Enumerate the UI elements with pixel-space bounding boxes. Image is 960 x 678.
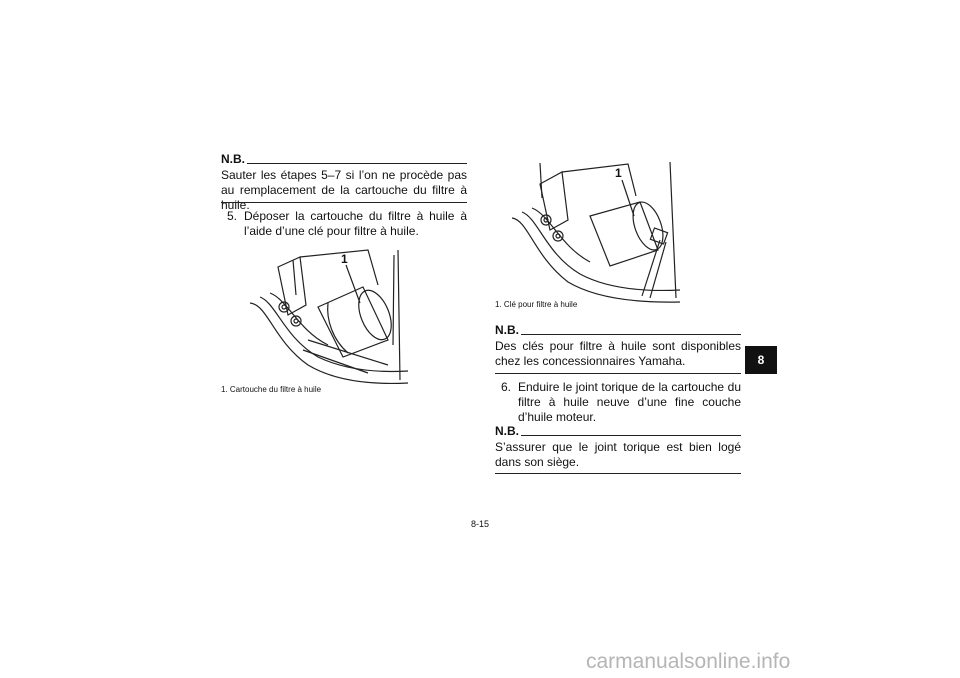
step-number: 5. [227, 209, 238, 223]
step-text: Déposer la cartouche du filtre à huile à l’aide d’une clé pour filtre à huile. [244, 209, 467, 238]
divider [495, 473, 741, 474]
divider [521, 435, 741, 436]
note-label: N.B. [495, 323, 519, 337]
watermark: carmanualsonline.info [586, 650, 791, 673]
step-5 [227, 209, 467, 239]
note-text: S’assurer que le joint torique est bien logé dans son siège. [495, 440, 741, 469]
divider [247, 163, 467, 164]
step-number: 6. [501, 380, 512, 394]
chapter-tab [745, 346, 777, 374]
figure-caption: 1. Clé pour filtre à huile [495, 300, 578, 309]
note-heading [221, 153, 467, 166]
note-heading [495, 324, 741, 337]
divider [495, 373, 741, 374]
figure-oil-filter-wrench [510, 158, 680, 303]
page-number: 8-15 [470, 519, 489, 529]
step-text: Enduire le joint torique de la cartouche du filtre à huile neuve d’une fine couche d’huile moteur. [518, 380, 741, 424]
step-6 [501, 380, 741, 425]
note-text: Des clés pour filtre à huile sont disponibles chez les concessionnaires Yamaha. [495, 339, 741, 368]
note-text: Sauter les étapes 5–7 si l’on ne procède pas au remplacement de la cartouche du filtre à huile. [221, 168, 467, 212]
chapter-tab-number: 8 [757, 353, 765, 367]
figure-callout: 1 [341, 252, 348, 266]
figure-caption: 1. Cartouche du filtre à huile [221, 385, 322, 394]
note-label: N.B. [221, 152, 245, 166]
divider [521, 334, 741, 335]
figure-oil-filter-cartridge [248, 245, 428, 385]
note-label: N.B. [495, 424, 519, 438]
figure-callout: 1 [615, 166, 622, 180]
note-heading [495, 425, 741, 438]
divider [221, 202, 467, 203]
